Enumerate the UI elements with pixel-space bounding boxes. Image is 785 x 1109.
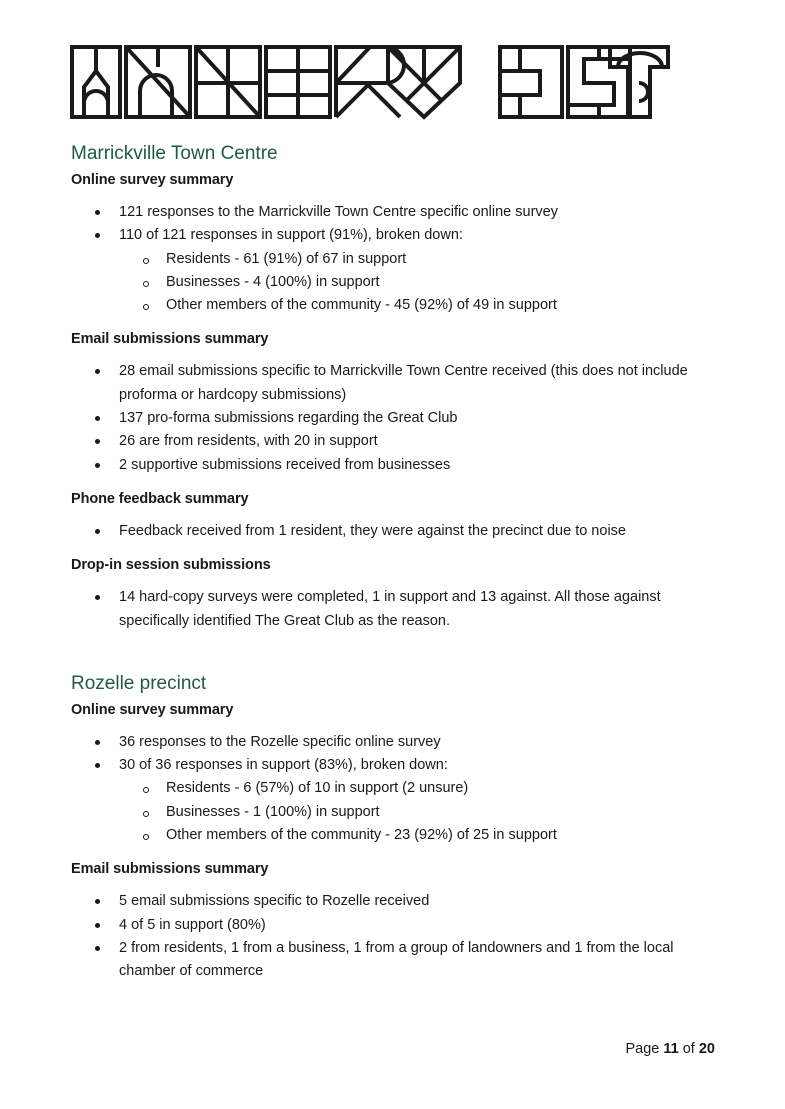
logo-letter-e1 <box>266 47 330 117</box>
list-item: 121 responses to the Marrickville Town Centre specific online survey <box>71 201 721 224</box>
list-item: 4 of 5 in support (80%) <box>71 914 721 937</box>
logo-letter-w <box>388 47 460 117</box>
list-item: 2 supportive submissions received from businesses <box>71 454 721 477</box>
subheading-email-submissions: Email submissions summary <box>71 331 269 348</box>
section-spacer <box>71 645 721 670</box>
of-label: of <box>682 1041 695 1057</box>
logo-letter-n2 <box>196 47 260 117</box>
section-title-rozelle: Rozelle precinct <box>71 672 207 694</box>
sub-bullet-list <box>119 777 721 847</box>
list-item: 5 email submissions specific to Rozelle received <box>71 890 721 913</box>
bullet-list <box>71 890 721 983</box>
subheading-online-survey: Online survey summary <box>71 172 234 188</box>
subheading-phone-feedback: Phone feedback summary <box>71 490 249 507</box>
bullet-list <box>71 360 721 476</box>
list-item: 2 from residents, 1 from a business, 1 from a group of landowners and 1 from the local chamber of commerce <box>71 937 721 984</box>
logo-letter-e2 <box>500 47 562 117</box>
bullet-list <box>71 586 721 633</box>
list-item <box>71 754 721 847</box>
list-item: Feedback received from 1 resident, they were against the precinct due to noise <box>71 520 721 543</box>
inner-west-logo <box>70 43 670 121</box>
sub-list-item: Residents - 61 (91%) of 67 in support <box>119 248 721 271</box>
subheading-drop-in-session: Drop-in session submissions <box>71 557 271 574</box>
list-item <box>71 224 721 317</box>
page-label: Page <box>625 1041 660 1057</box>
logo-letter-i1 <box>72 47 120 117</box>
bullet-list <box>71 520 721 543</box>
total-page-number: 20 <box>698 1041 715 1057</box>
subheading-online-survey: Online survey summary <box>71 701 234 718</box>
list-item: 14 hard-copy surveys were completed, 1 in support and 13 against. All those against specifically identified The Great Club as the reason. <box>71 586 721 633</box>
list-item: 137 pro-forma submissions regarding the Great Club <box>71 407 721 430</box>
list-item-text: 30 of 36 responses in support (83%), broken down: <box>119 757 448 774</box>
logo-letter-r <box>336 47 404 117</box>
sub-list-item: Businesses - 1 (100%) in support <box>119 801 721 824</box>
list-item: 26 are from residents, with 20 in support <box>71 430 721 453</box>
page-content <box>71 140 721 996</box>
sub-bullet-list <box>119 248 721 318</box>
sub-list-item: Other members of the community - 45 (92%) of 49 in support <box>119 294 721 317</box>
section-title-marrickville: Marrickville Town Centre <box>71 143 278 164</box>
sub-list-item: Residents - 6 (57%) of 10 in support (2 unsure) <box>119 777 721 800</box>
subheading-email-submissions: Email submissions summary <box>71 861 269 878</box>
list-item: 28 email submissions specific to Marrickville Town Centre received (this does not include proforma or hardcopy submissions) <box>71 360 721 407</box>
current-page-number: 11 <box>663 1041 679 1057</box>
bullet-list <box>71 731 721 847</box>
list-item-text: 110 of 121 responses in support (91%), broken down: <box>119 227 463 244</box>
bullet-list <box>71 201 721 317</box>
logo-letter-n1 <box>126 47 190 117</box>
sub-list-item: Other members of the community - 23 (92%) of 25 in support <box>119 824 721 847</box>
sub-list-item: Businesses - 4 (100%) in support <box>119 271 721 294</box>
page-footer <box>625 1041 715 1057</box>
list-item: 36 responses to the Rozelle specific online survey <box>71 731 721 754</box>
